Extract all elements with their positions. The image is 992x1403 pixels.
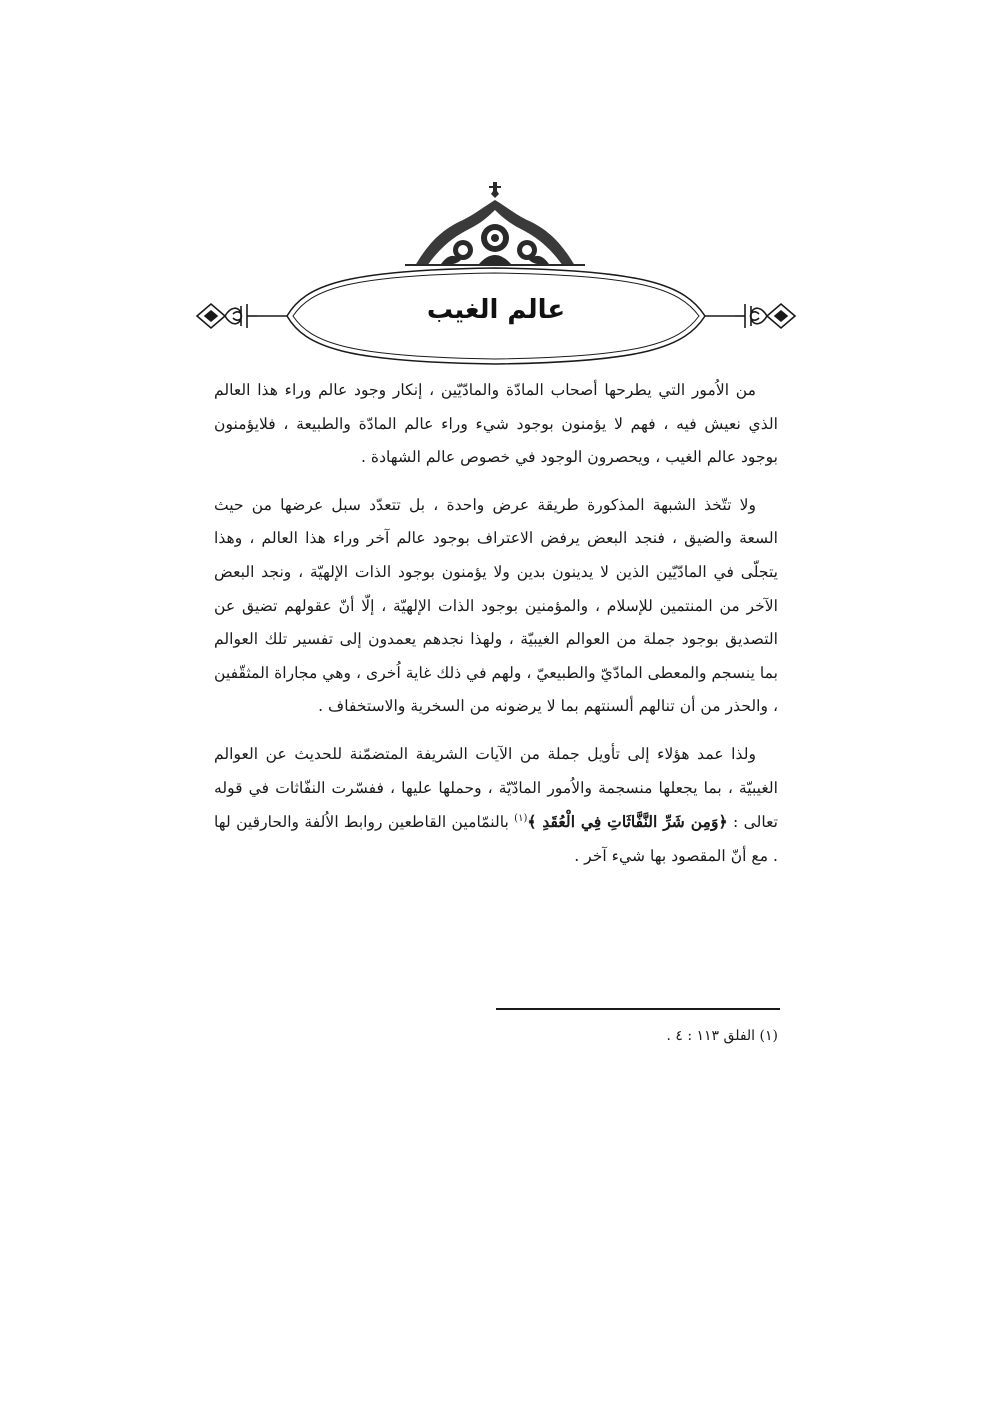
main-text bbox=[214, 374, 778, 887]
paragraph-3 bbox=[214, 738, 778, 873]
footnote: (١) الفلق ١١٣ : ٤ . bbox=[666, 1028, 778, 1044]
quran-verse: ﴿وَمِن شَرِّ النَّفَّاثَاتِ فِي الْعُقَدِ ﴾ bbox=[527, 812, 728, 832]
chapter-header bbox=[195, 180, 797, 365]
paragraph-2: ولا تتّخذ الشبهة المذكورة طريقة عرض واحدة ، بل تتعدّد سبل عرضها من حيث السعة والضيق ، فنجد البعض يرفض الاعتراف بوجود عالم آخر وراء هذا العالم ، وهذا يتجلّى في المادّيّين الذين لا يدينون بدين ولا يؤمنون بوجود الذات الإلهيّة ، ونجد البعض الآخر من المنتمين للإسلام ، والمؤمنين بوجود الذات الإلهيّة ، إلّا أنّ عقولهم تضيق عن التصديق بوجود جملة من العوالم الغيبيّة ، ولهذا نجدهم يعمدون إلى تفسير تلك العوالم بما ينسجم والمعطى المادّيّ والطبيعيّ ، ولهم في ذلك غاية اُخرى ، وهي مجاراة المثقّفين ، والحذر من أن تنالهم ألسنتهم بما لا يرضونه من السخرية والاستخفاف . bbox=[214, 495, 778, 716]
paragraph-1: من الاُمور التي يطرحها أصحاب المادّة والمادّيّين ، إنكار وجود عالم وراء هذا العالم الذي نعيش فيه ، فهم لا يؤمنون بوجود شيء وراء عالم المادّة والطبيعة ، فلايؤمنون بوجود عالم الغيب ، ويحصرون الوجود في خصوص عالم الشهادة . bbox=[214, 381, 778, 467]
paragraph-3-intro: ولذا عمد هؤلاء إلى تأويل جملة من الآيات الشريفة المتضمّنة للحديث عن العوالم الغيبيّة ، بما يجعلها منسجمة والاُمور المادّيّة ، وحملها عليها ، ففسّرت النفّاثات في قوله تعالى : bbox=[214, 744, 778, 832]
chapter-title: عالم الغيب bbox=[426, 295, 566, 325]
ornament-frame-icon bbox=[195, 180, 797, 365]
arabesque-dome-icon bbox=[405, 182, 585, 266]
footnote-reference[interactable]: (١) bbox=[514, 812, 528, 824]
paragraph-3-end: بالنمّامين القاطعين روابط الاُلفة والحارقين لها . مع أنّ المقصود بها شيء آخر . bbox=[214, 813, 778, 865]
footnote-divider bbox=[496, 1008, 780, 1010]
